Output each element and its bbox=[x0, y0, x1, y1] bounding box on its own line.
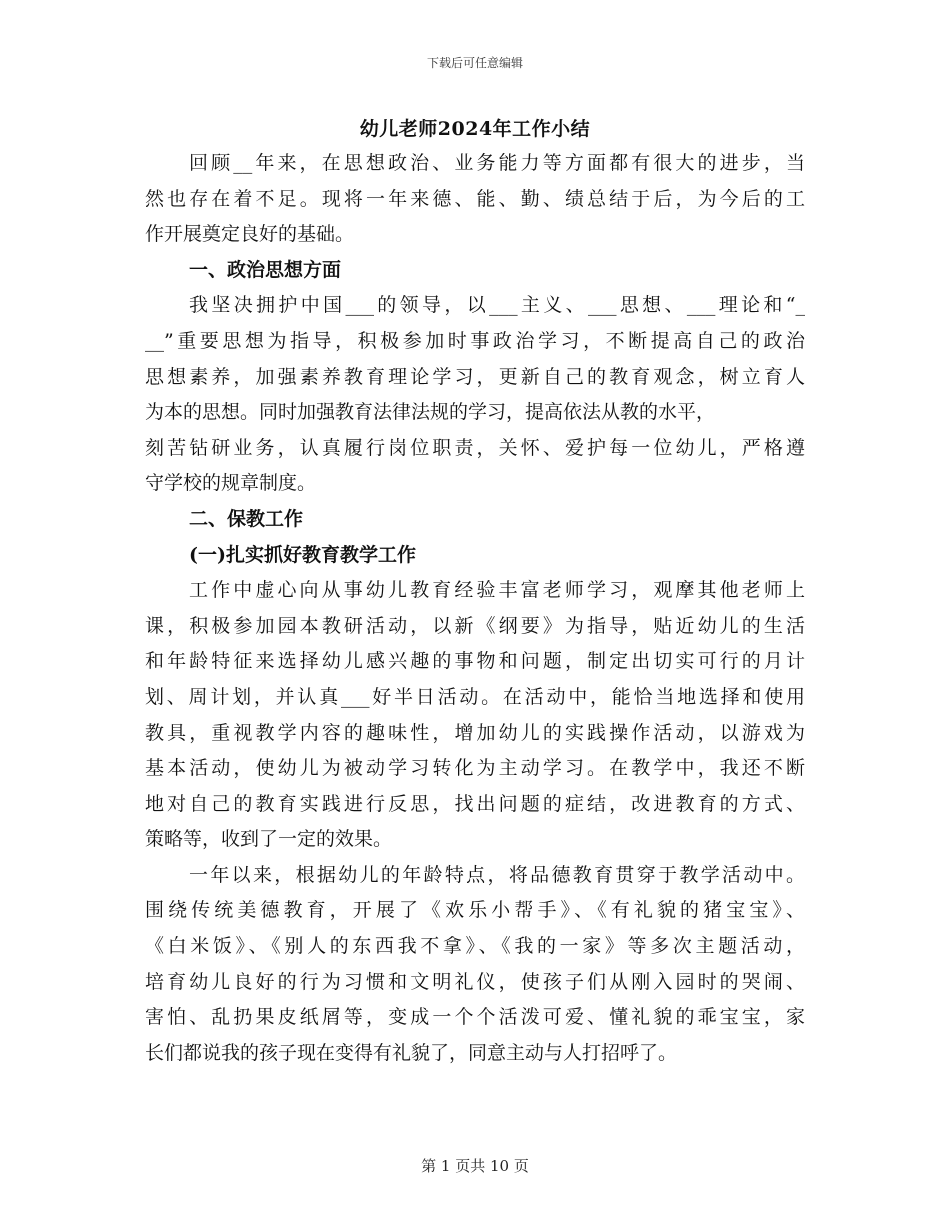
paragraph-line: 地对自己的教育实践进行反思，找出问题的症结，改进教育的方式、 bbox=[145, 792, 805, 815]
paragraph-line: 和年龄特征来选择幼儿感兴趣的事物和问题，制定出切实可行的月计 bbox=[145, 650, 805, 673]
paragraph-line: 策略等，收到了一定的效果。 bbox=[145, 828, 393, 851]
paragraph-line: 害怕、乱扔果皮纸屑等，变成一个个活泼可爱、懂礼貌的乖宝宝，家 bbox=[145, 1006, 805, 1029]
paragraph-line: 我坚决拥护中国___的领导，以___主义、___思想、___理论和“_ bbox=[189, 294, 805, 317]
paragraph-line: 《白米饭》、《别人的东西我不拿》、《我的一家》等多次主题活动， bbox=[145, 935, 805, 958]
paragraph-line: 基本活动，使幼儿为被动学习转化为主动学习。在教学中，我还不断 bbox=[145, 757, 805, 780]
paragraph-line: 培育幼儿良好的行为习惯和文明礼仪，使孩子们从刚入园时的哭闹、 bbox=[145, 970, 805, 993]
paragraph-line: 作开展奠定良好的基础。 bbox=[145, 223, 355, 246]
paragraph-line: 一年以来，根据幼儿的年龄特点，将品德教育贯穿于教学活动中。 bbox=[189, 863, 805, 886]
paragraph-line: __”重要思想为指导，积极参加时事政治学习，不断提高自己的政治 bbox=[145, 329, 805, 352]
paragraph-line: 长们都说我的孩子现在变得有礼貌了，同意主动与人打招呼了。 bbox=[145, 1041, 678, 1064]
paragraph-line: 为本的思想。同时加强教育法律法规的学习，提高依法从教的水平， bbox=[145, 401, 716, 424]
header-watermark: 下载后可任意编辑 bbox=[426, 56, 523, 70]
paragraph-line: 工作中虚心向从事幼儿教育经验丰富老师学习，观摩其他老师上 bbox=[189, 579, 805, 602]
paragraph-line: 围绕传统美德教育，开展了《欢乐小帮手》、《有礼貌的猪宝宝》、 bbox=[145, 899, 805, 922]
paragraph-line: 划、周计划，并认真___好半日活动。在活动中，能恰当地选择和使用 bbox=[145, 685, 805, 708]
section-heading: 二、保教工作 bbox=[189, 507, 304, 530]
page-number: 第 1 页共 10 页 bbox=[421, 1157, 529, 1175]
section-heading: 一、政治思想方面 bbox=[189, 258, 342, 281]
paragraph-line: 守学校的规章制度。 bbox=[145, 472, 317, 495]
paragraph-line: 刻苦钻研业务，认真履行岗位职责，关怀、爱护每一位幼儿，严格遵 bbox=[145, 436, 805, 459]
paragraph-line: 课，积极参加园本教研活动，以新《纲要》为指导，贴近幼儿的生活 bbox=[145, 614, 805, 637]
section-heading: (一)扎实抓好教育教学工作 bbox=[189, 543, 416, 566]
paragraph-line: 回顾__年来，在思想政治、业务能力等方面都有很大的进步，当 bbox=[189, 152, 805, 174]
paragraph-line: 教具，重视教学内容的趣味性，增加幼儿的实践操作活动，以游戏为 bbox=[145, 721, 805, 744]
document-title: 幼儿老师2024年工作小结 bbox=[359, 118, 591, 140]
paragraph-line: 思想素养，加强素养教育理论学习，更新自己的教育观念，树立育人 bbox=[145, 365, 805, 388]
paragraph-line: 然也存在着不足。现将一年来德、能、勤、绩总结于后，为今后的工 bbox=[145, 187, 805, 210]
document-body bbox=[145, 146, 805, 1071]
